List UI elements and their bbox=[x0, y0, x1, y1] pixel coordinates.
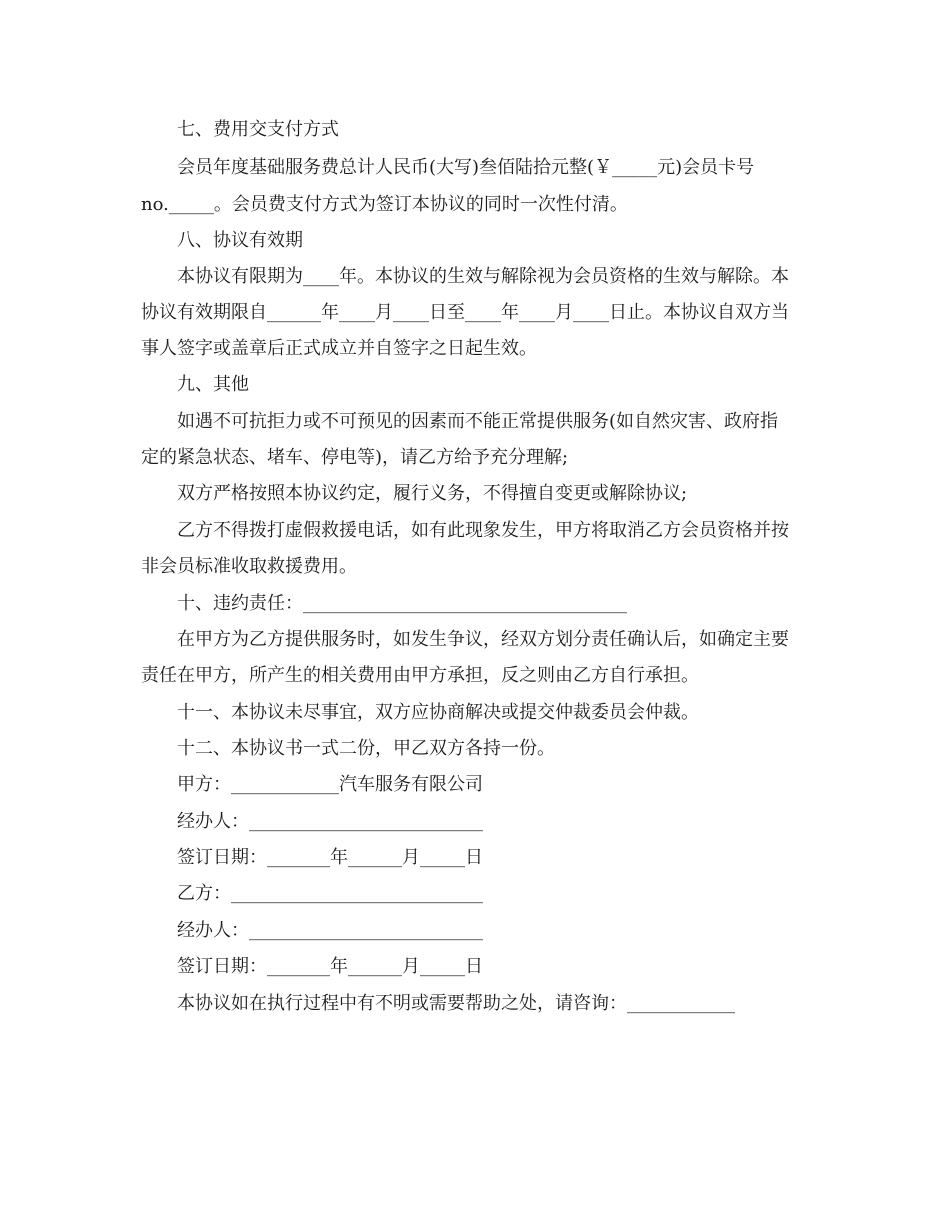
validity-paragraph-line-2: 协议有效期限自______年____月____日至____年____月____日止。本协议自双方当 bbox=[141, 302, 789, 323]
force-majeure-line-1: 如遇不可抗拒力或不可预见的因素而不能正常提供服务(如自然灾害、政府指 bbox=[177, 411, 779, 432]
section-7-heading: 七、费用交支付方式 bbox=[177, 119, 339, 140]
party-a-sign-date-field: 签订日期：_______年______月_____日 bbox=[177, 847, 483, 868]
fee-paragraph-line-2: no._____。会员费支付方式为签订本协议的同时一次性付清。 bbox=[141, 194, 628, 215]
validity-paragraph-line-1: 本协议有限期为____年。本协议的生效与解除视为会员资格的生效与解除。本 bbox=[177, 266, 789, 287]
party-a-field: 甲方：____________汽车服务有限公司 bbox=[177, 774, 483, 795]
dispute-line-2: 责任在甲方，所产生的相关费用由甲方承担，反之则由乙方自行承担。 bbox=[141, 665, 699, 686]
section-12: 十二、本协议书一式二份，甲乙双方各持一份。 bbox=[177, 738, 555, 759]
dispute-line-1: 在甲方为乙方提供服务时，如发生争议，经双方划分责任确认后，如确定主要 bbox=[177, 629, 789, 650]
section-9-heading: 九、其他 bbox=[177, 374, 249, 395]
party-b-agent-field: 经办人：__________________________ bbox=[177, 920, 483, 941]
obligation-paragraph: 双方严格按照本协议约定，履行义务，不得擅自变更或解除协议; bbox=[177, 483, 688, 504]
validity-paragraph-line-3: 事人签字或盖章后正式成立并自签字之日起生效。 bbox=[141, 338, 537, 359]
section-11: 十一、本协议未尽事宜，双方应协商解决或提交仲裁委员会仲裁。 bbox=[177, 702, 699, 723]
fee-paragraph-line-1: 会员年度基础服务费总计人民币(大写)叁佰陆拾元整(￥_____元)会员卡号 bbox=[177, 157, 755, 178]
consultation-line: 本协议如在执行过程中有不明或需要帮助之处，请咨询：____________ bbox=[177, 993, 735, 1014]
false-call-line-1: 乙方不得拨打虚假救援电话，如有此现象发生，甲方将取消乙方会员资格并按 bbox=[177, 520, 789, 541]
section-10-heading: 十、违约责任：____________________________________ bbox=[177, 593, 627, 614]
force-majeure-line-2: 定的紧急状态、堵车、停电等)，请乙方给予充分理解; bbox=[141, 447, 569, 468]
party-b-field: 乙方：____________________________ bbox=[177, 883, 483, 904]
section-8-heading: 八、协议有效期 bbox=[177, 230, 303, 251]
party-a-agent-field: 经办人：__________________________ bbox=[177, 811, 483, 832]
party-b-sign-date-field: 签订日期：_______年______月_____日 bbox=[177, 956, 483, 977]
false-call-line-2: 非会员标准收取救援费用。 bbox=[141, 556, 357, 577]
